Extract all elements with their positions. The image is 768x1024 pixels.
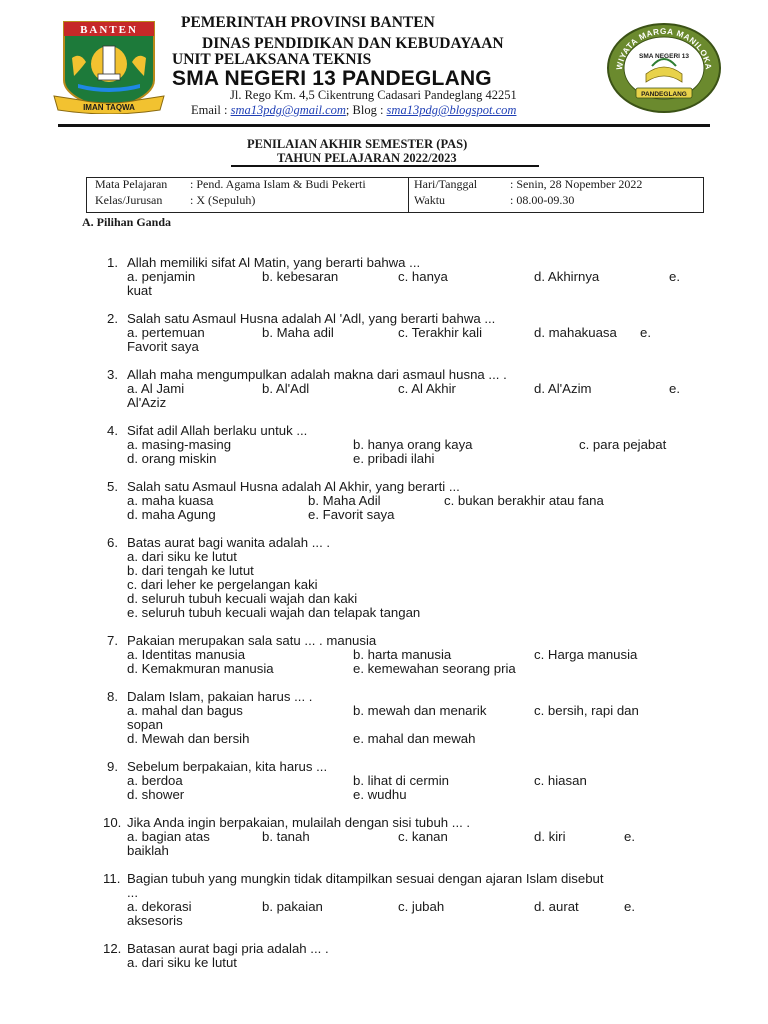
option-a: a. dari siku ke lutut <box>127 955 237 970</box>
question-text: Pakaian merupakan sala satu ... . manusia <box>127 633 377 648</box>
option-a: a. dekorasi <box>127 899 192 914</box>
option-a: a. penjamin <box>127 269 196 284</box>
letterhead-divider <box>58 124 710 127</box>
question-text: Salah satu Asmaul Husna adalah Al Akhir, yang berarti ... <box>127 479 460 494</box>
option-b: b. lihat di cermin <box>353 773 450 788</box>
question-number: 12. <box>103 941 122 956</box>
option-d: d. maha Agung <box>127 507 216 522</box>
option-d: d. shower <box>127 787 185 802</box>
class-value: : X (Sepuluh) <box>190 193 256 207</box>
option-b: b. Maha Adil <box>308 493 381 508</box>
option-e: Al'Aziz <box>127 395 167 410</box>
info-box-divider <box>408 178 409 212</box>
school-contact <box>191 103 516 118</box>
email-label: Email : <box>191 103 231 117</box>
logo-right-bottom-text: PANDEGLANG <box>641 91 687 98</box>
option-e-marker: e. <box>640 325 651 340</box>
option-b: b. mewah dan menarik <box>353 703 487 718</box>
question-text: Sebelum berpakaian, kita harus ... <box>127 759 328 774</box>
option-c: c. hiasan <box>534 773 587 788</box>
blog-link[interactable]: sma13pdg@blogspot.com <box>386 103 517 117</box>
option-e: baiklah <box>127 843 169 858</box>
option-d: d. mahakuasa <box>534 325 617 340</box>
question-text: Batasan aurat bagi pria adalah ... . <box>127 941 329 956</box>
option-a: a. Al Jami <box>127 381 185 396</box>
title-underline <box>231 165 539 167</box>
school-address: Jl. Rego Km. 4,5 Cikentrung Cadasari Pandeglang 42251 <box>230 88 517 102</box>
time-label: Waktu <box>414 193 446 207</box>
option-d: d. kiri <box>534 829 566 844</box>
question-number: 9. <box>107 759 118 774</box>
question-number: 11. <box>103 871 121 886</box>
option-e-marker: e. <box>669 381 680 396</box>
question-number: 8. <box>107 689 118 704</box>
option-a: a. bagian atas <box>127 829 210 844</box>
option-a: a. mahal dan bagus <box>127 703 243 718</box>
option-c: c. bukan berakhir atau fana <box>444 493 604 508</box>
question-number: 3. <box>107 367 118 382</box>
question-text: Allah memiliki sifat Al Matin, yang berarti bahwa ... <box>127 255 421 270</box>
option-e-marker: e. <box>624 899 635 914</box>
subject-label: Mata Pelajaran <box>95 177 168 191</box>
option-e: e. pribadi ilahi <box>353 451 435 466</box>
question-number: 4. <box>107 423 118 438</box>
option-e: Favorit saya <box>127 339 199 354</box>
subject-value: : Pend. Agama Islam & Budi Pekerti <box>190 177 366 191</box>
option-c-continued: sopan <box>127 717 163 732</box>
option-e: e. kemewahan seorang pria <box>353 661 516 676</box>
option-c: c. dari leher ke pergelangan kaki <box>127 577 318 592</box>
option-b: b. hanya orang kaya <box>353 437 473 452</box>
option-d: d. Mewah dan bersih <box>127 731 250 746</box>
option-e: e. seluruh tubuh kecuali wajah dan telapak tangan <box>127 605 421 620</box>
option-c: c. Terakhir kali <box>398 325 483 340</box>
option-d: d. Kemakmuran manusia <box>127 661 274 676</box>
question-text: Dalam Islam, pakaian harus ... . <box>127 689 313 704</box>
time-value: : 08.00-09.30 <box>510 193 575 207</box>
option-a: a. masing-masing <box>127 437 232 452</box>
logo-right-mid-text: SMA NEGERI 13 <box>639 53 689 60</box>
question-number: 1. <box>107 255 118 270</box>
option-d: d. Akhirnya <box>534 269 600 284</box>
banten-province-logo <box>50 18 168 114</box>
school-logo <box>606 22 722 114</box>
option-c: c. Harga manusia <box>534 647 638 662</box>
option-d: d. seluruh tubuh kecuali wajah dan kaki <box>127 591 358 606</box>
logo-left-bottom-text: IMAN TAQWA <box>83 103 135 112</box>
header-department: DINAS PENDIDIKAN DAN KEBUDAYAAN <box>202 35 504 52</box>
option-a: a. pertemuan <box>127 325 205 340</box>
logo-right-arc-text: WIYATA MARGA MANILOKA <box>614 26 714 71</box>
option-b: b. pakaian <box>262 899 323 914</box>
option-a: a. Identitas manusia <box>127 647 246 662</box>
option-e: e. wudhu <box>353 787 407 802</box>
option-c: c. para pejabat <box>579 437 667 452</box>
question-text: Salah satu Asmaul Husna adalah Al 'Adl, yang berarti bahwa ... <box>127 311 496 326</box>
option-d: d. Al'Azim <box>534 381 592 396</box>
option-c: c. kanan <box>398 829 448 844</box>
option-e: aksesoris <box>127 913 183 928</box>
option-e: e. Favorit saya <box>308 507 395 522</box>
question-text: Bagian tubuh yang mungkin tidak ditampilkan sesuai dengan ajaran Islam disebut <box>127 871 604 886</box>
option-c: c. jubah <box>398 899 445 914</box>
question-text: Jika Anda ingin berpakaian, mulailah dengan sisi tubuh ... . <box>127 815 471 830</box>
option-e: kuat <box>127 283 152 298</box>
option-a: a. berdoa <box>127 773 183 788</box>
email-link[interactable]: sma13pdg@gmail.com <box>230 103 346 117</box>
option-e-marker: e. <box>624 829 635 844</box>
question-text: Sifat adil Allah berlaku untuk ... <box>127 423 308 438</box>
option-a: a. maha kuasa <box>127 493 214 508</box>
header-government: PEMERINTAH PROVINSI BANTEN <box>181 14 435 31</box>
question-text-continued: ... <box>127 885 138 900</box>
header-unit: UNIT PELAKSANA TEKNIS <box>172 51 372 68</box>
option-b: b. kebesaran <box>262 269 339 284</box>
option-c: c. hanya <box>398 269 448 284</box>
option-b: b. dari tengah ke lutut <box>127 563 254 578</box>
section-heading: A. Pilihan Ganda <box>82 215 172 229</box>
option-e: e. mahal dan mewah <box>353 731 476 746</box>
option-e-marker: e. <box>669 269 680 284</box>
blog-label: ; Blog : <box>345 103 387 117</box>
question-text: Allah maha mengumpulkan adalah makna dari asmaul husna ... . <box>127 367 507 382</box>
date-label: Hari/Tanggal <box>414 177 478 191</box>
question-text: Batas aurat bagi wanita adalah ... . <box>127 535 331 550</box>
option-b: b. Al'Adl <box>262 381 310 396</box>
school-name: SMA NEGERI 13 PANDEGLANG <box>172 67 492 90</box>
option-b: b. tanah <box>262 829 310 844</box>
class-label: Kelas/Jurusan <box>95 193 163 207</box>
option-d: d. aurat <box>534 899 579 914</box>
option-a: a. dari siku ke lutut <box>127 549 237 564</box>
option-c: c. bersih, rapi dan <box>534 703 639 718</box>
question-number: 5. <box>107 479 118 494</box>
question-number: 7. <box>107 633 118 648</box>
option-b: b. Maha adil <box>262 325 334 340</box>
date-value: : Senin, 28 Nopember 2022 <box>510 177 643 191</box>
question-number: 6. <box>107 535 118 550</box>
option-b: b. harta manusia <box>353 647 452 662</box>
option-c: c. Al Akhir <box>398 381 456 396</box>
question-number: 10. <box>103 815 122 830</box>
logo-left-top-text: BANTEN <box>80 24 138 36</box>
exam-title: PENILAIAN AKHIR SEMESTER (PAS) <box>247 137 468 151</box>
option-d: d. orang miskin <box>127 451 217 466</box>
exam-year: TAHUN PELAJARAN 2022/2023 <box>277 151 457 165</box>
question-number: 2. <box>107 311 118 326</box>
